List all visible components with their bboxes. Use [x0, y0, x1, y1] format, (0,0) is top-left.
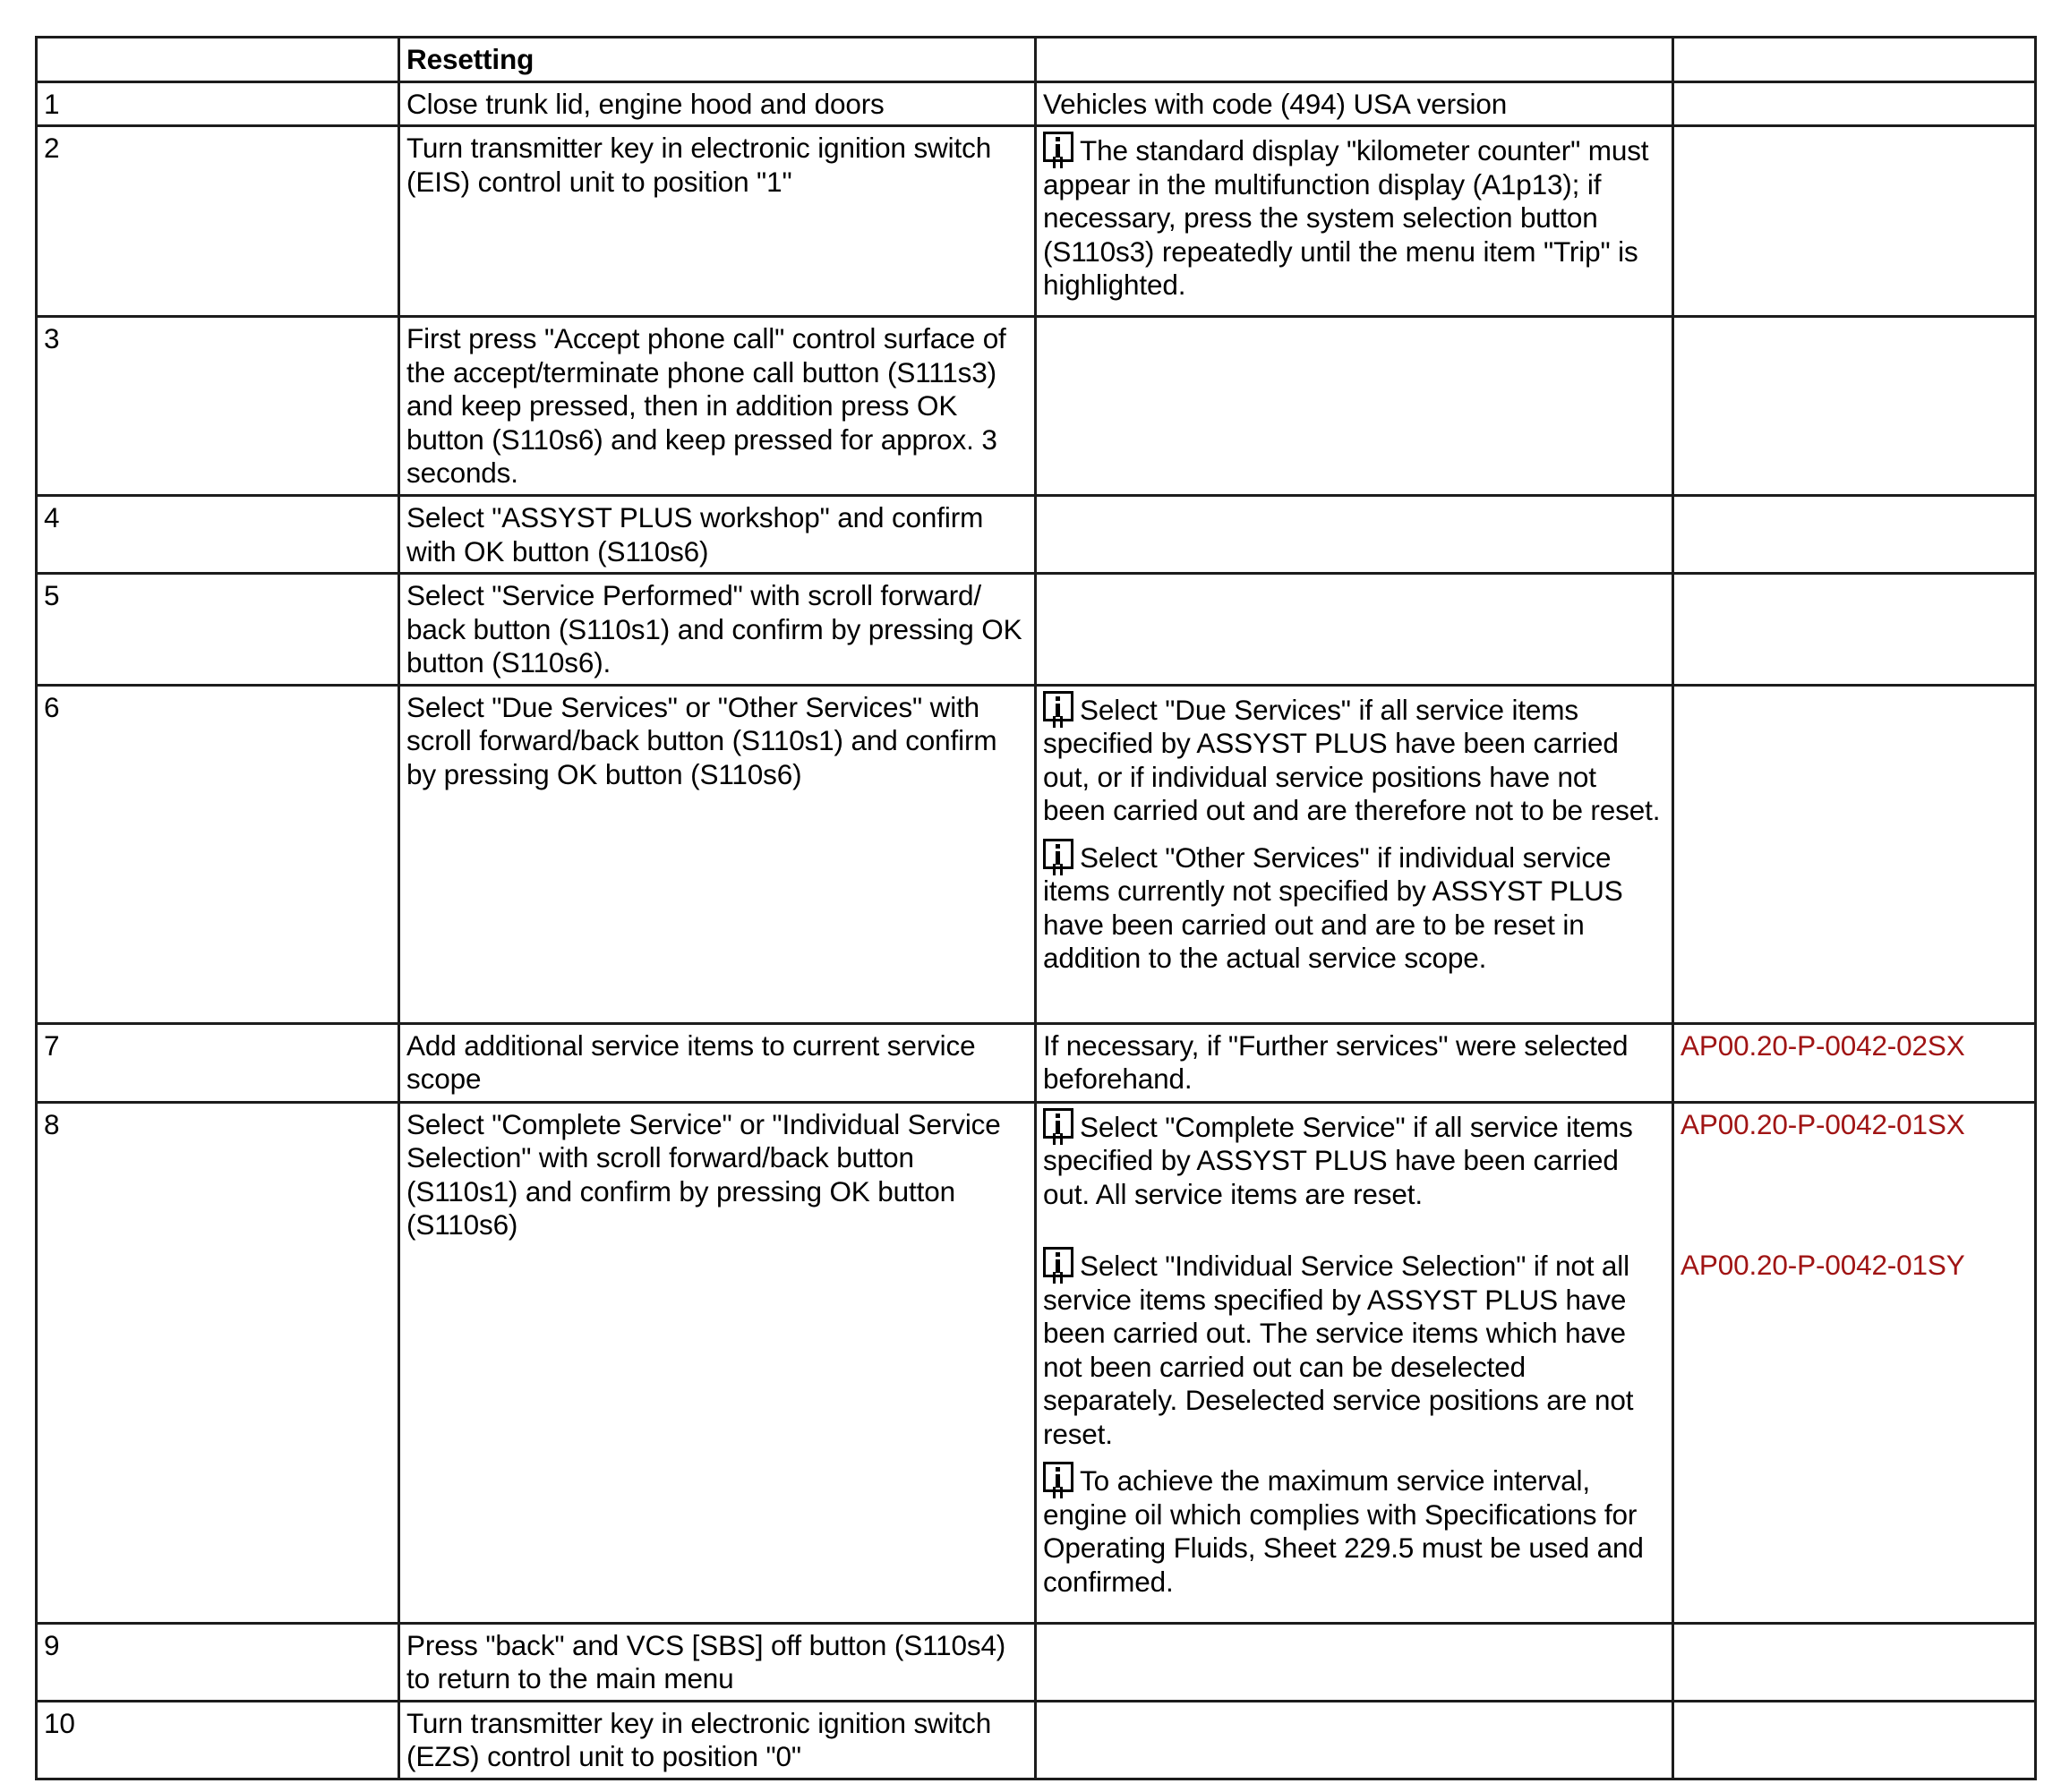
- step-instruction: Press "back" and VCS [SBS] off button (S110s4) to return to the main menu: [399, 1623, 1036, 1701]
- step-instruction: Close trunk lid, engine hood and doors: [399, 81, 1036, 126]
- info-note: [1043, 132, 1665, 303]
- step-reference-cell: [1673, 81, 2036, 126]
- step-note-cell: [1036, 1023, 1673, 1102]
- step-reference-cell: [1673, 126, 2036, 317]
- info-note: [1043, 1108, 1665, 1212]
- step-reference-cell: [1673, 685, 2036, 1023]
- info-note: [1043, 1247, 1665, 1451]
- step-number: 2: [37, 126, 399, 317]
- header-step-cell: Resetting: [399, 38, 1036, 82]
- step-instruction: Select "Complete Service" or "Individual Service Selection" with scroll forward/back button (S110s1) and confirm by pressing OK button (S110s6): [399, 1102, 1036, 1623]
- info-note: [1043, 691, 1665, 828]
- table-row: [37, 685, 2036, 1023]
- table-row: [37, 1701, 2036, 1779]
- step-number: 7: [37, 1023, 399, 1102]
- step-note-cell: [1036, 685, 1673, 1023]
- step-instruction: Select "Due Services" or "Other Services" with scroll forward/back button (S110s1) and confirm by pressing OK button (S110s6): [399, 685, 1036, 1023]
- note-text: The standard display "kilometer counter" must appear in the multifunction display (A1p13); if necessary, press the system selection button (S110s3) repeatedly until the menu item "Trip" is highlighted.: [1043, 134, 1649, 301]
- resetting-procedure-table: [35, 36, 2037, 1780]
- step-note-cell: [1036, 81, 1673, 126]
- note-text: Vehicles with code (494) USA version: [1043, 87, 1508, 120]
- step-instruction: First press "Accept phone call" control surface of the accept/terminate phone call button (S111s3) and keep pressed, then in addition press OK button (S110s6) and keep pressed for approx. 3 seconds.: [399, 317, 1036, 496]
- table-row: [37, 1102, 2036, 1623]
- step-reference-cell: [1673, 1023, 2036, 1102]
- step-instruction: Turn transmitter key in electronic ignition switch (EIS) control unit to position "1": [399, 126, 1036, 317]
- info-icon: [1043, 691, 1073, 721]
- table-row: [37, 1623, 2036, 1701]
- note-text: Select "Individual Service Selection" if not all service items specified by ASSYST PLUS have been carried out. The service items which have not been carried out can be deselected separately. Deselected service positions are not reset.: [1043, 1250, 1634, 1450]
- step-reference-cell: [1673, 317, 2036, 496]
- step-number: 3: [37, 317, 399, 496]
- table-row: [37, 1023, 2036, 1102]
- table-row: [37, 496, 2036, 574]
- reference-link[interactable]: AP00.20-P-0042-01SX: [1680, 1107, 1965, 1140]
- info-icon: [1043, 1247, 1073, 1277]
- step-note-cell: [1036, 126, 1673, 317]
- reference-link[interactable]: AP00.20-P-0042-02SX: [1680, 1028, 1965, 1062]
- header-reference-cell: [1673, 38, 2036, 82]
- step-reference-cell: [1673, 1102, 2036, 1623]
- step-number: 6: [37, 685, 399, 1023]
- reference-link[interactable]: AP00.20-P-0042-01SY: [1680, 1249, 1965, 1281]
- step-number: 4: [37, 496, 399, 574]
- procedure-sheet: [35, 36, 2034, 1780]
- note-text: Select "Due Services" if all service items specified by ASSYST PLUS have been carried out, or if individual service positions have not been carried out and are therefore not to be reset.: [1043, 693, 1661, 826]
- header-note-cell: [1036, 38, 1673, 82]
- step-number: 1: [37, 81, 399, 126]
- step-note-cell: [1036, 496, 1673, 574]
- info-icon: [1043, 132, 1073, 162]
- step-note-cell: [1036, 574, 1673, 686]
- table-row: [37, 317, 2036, 496]
- table-row: [37, 574, 2036, 686]
- step-number: 5: [37, 574, 399, 686]
- info-note: [1043, 1462, 1665, 1599]
- step-instruction: Turn transmitter key in electronic ignition switch (EZS) control unit to position "0": [399, 1701, 1036, 1779]
- note-text: Select "Complete Service" if all service items specified by ASSYST PLUS have been carried out. All service items are reset.: [1043, 1110, 1633, 1210]
- step-note-cell: [1036, 1623, 1673, 1701]
- step-note-cell: [1036, 317, 1673, 496]
- step-note-cell: [1036, 1701, 1673, 1779]
- table-body: [37, 38, 2036, 1779]
- step-number: 10: [37, 1701, 399, 1779]
- table-row: [37, 81, 2036, 126]
- step-number: 8: [37, 1102, 399, 1623]
- header-row: [37, 38, 2036, 82]
- step-reference-cell: [1673, 1701, 2036, 1779]
- info-note: [1043, 839, 1665, 976]
- step-reference-cell: [1673, 496, 2036, 574]
- step-note-cell: [1036, 1102, 1673, 1623]
- step-reference-cell: [1673, 1623, 2036, 1701]
- step-instruction: Select "Service Performed" with scroll forward/ back button (S110s1) and confirm by pressing OK button (S110s6).: [399, 574, 1036, 686]
- info-icon: [1043, 1108, 1073, 1139]
- step-number: 9: [37, 1623, 399, 1701]
- info-icon: [1043, 839, 1073, 869]
- step-instruction: Select "ASSYST PLUS workshop" and confirm with OK button (S110s6): [399, 496, 1036, 574]
- note-text: Select "Other Services" if individual service items currently not specified by ASSYST PLUS have been carried out and are to be reset in addition to the actual service scope.: [1043, 841, 1623, 974]
- header-number-cell: [37, 38, 399, 82]
- info-icon: [1043, 1462, 1073, 1492]
- step-reference-cell: [1673, 574, 2036, 686]
- note-text: To achieve the maximum service interval, engine oil which complies with Specifications for Operating Fluids, Sheet 229.5 must be used and confirmed.: [1043, 1464, 1644, 1598]
- table-row: [37, 126, 2036, 317]
- step-instruction: Add additional service items to current service scope: [399, 1023, 1036, 1102]
- note-text: If necessary, if "Further services" were selected beforehand.: [1043, 1028, 1629, 1095]
